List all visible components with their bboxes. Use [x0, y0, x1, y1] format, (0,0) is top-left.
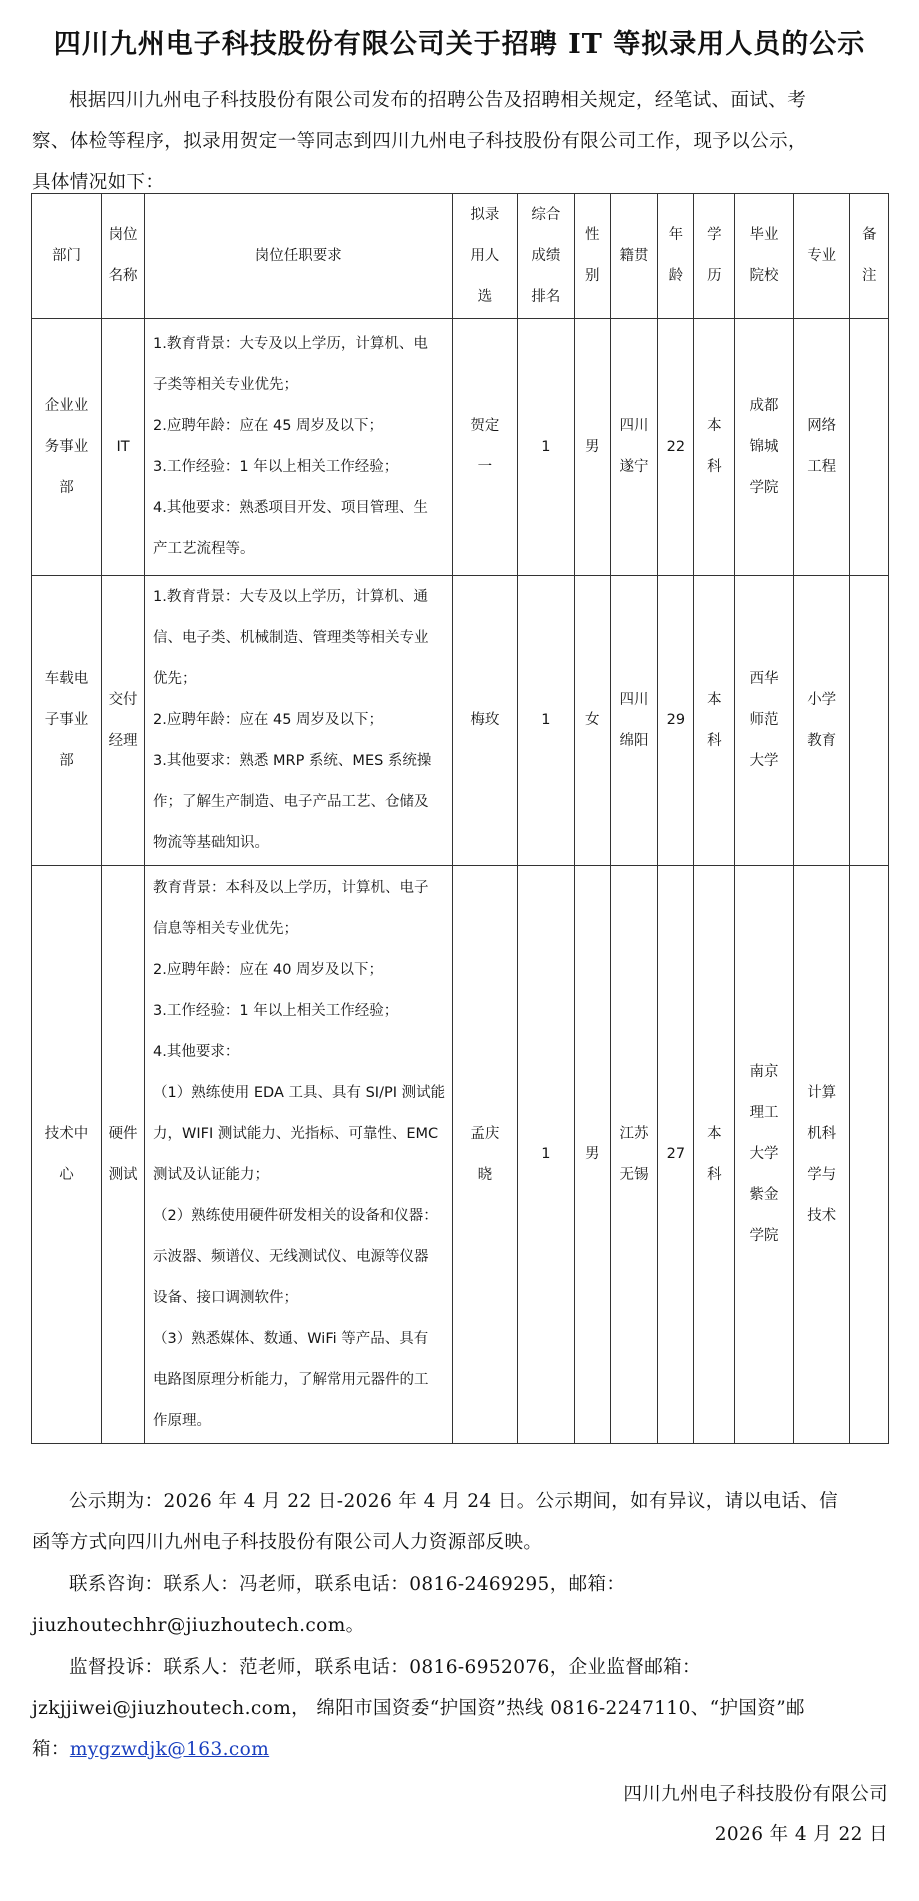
- cell-age: 27: [658, 866, 694, 1444]
- cell-school: 成都 锦城 学院: [735, 319, 794, 576]
- cell-rank: 1: [518, 319, 575, 576]
- cell-remark: [850, 866, 889, 1444]
- notice-line: 函等方式向四川九州电子科技股份有限公司人力资源部反映。: [32, 1532, 543, 1553]
- page-title: 四川九州电子科技股份有限公司关于招聘 IT 等拟录用人员的公示: [53, 29, 866, 60]
- header-age: 年 龄: [658, 194, 694, 319]
- notice-line: 公示期为：2026 年 4 月 22 日-2026 年 4 月 24 日。公示期间，如有异议，请以电话、信: [69, 1491, 839, 1512]
- cell-gender: 男: [574, 866, 610, 1444]
- cell-education: 本 科: [694, 576, 735, 866]
- cell-education: 本 科: [694, 319, 735, 576]
- cell-position: 交付 经理: [102, 576, 145, 866]
- cell-age: 29: [658, 576, 694, 866]
- cell-department: 车载电 子事业 部: [32, 576, 102, 866]
- cell-education: 本 科: [694, 866, 735, 1444]
- cell-requirements: 1.教育背景：大专及以上学历，计算机、通 信、电子类、机械制造、管理类等相关专业 优先； 2.应聘年龄：应在 45 周岁及以下； 3.其他要求：熟悉 MRP 系统、MES 系统操 作；了解生产制造、电子产品工艺、仓储及 物流等基础知识。: [145, 576, 453, 866]
- cell-candidate: 孟庆 晓: [452, 866, 518, 1444]
- contact-line: 联系咨询：联系人：冯老师，联系电话：0816-2469295，邮箱：: [69, 1574, 626, 1595]
- signature-block: [388, 1775, 888, 1855]
- cell-origin: 四川 绵阳: [610, 576, 657, 866]
- cell-rank: 1: [518, 866, 575, 1444]
- cell-gender: 男: [574, 319, 610, 576]
- header-school: 毕业 院校: [735, 194, 794, 319]
- cell-major: 计算 机科 学与 技术: [793, 866, 850, 1444]
- intro-line: 察、体检等程序，拟录用贺定一等同志到四川九州电子科技股份有限公司工作，现予以公示，: [32, 131, 807, 152]
- table-row: [32, 576, 889, 866]
- cell-major: 小学 教育: [793, 576, 850, 866]
- cell-school: 西华 师范 大学: [735, 576, 794, 866]
- notice-period-paragraph: [32, 1481, 888, 1563]
- signature-company: 四川九州电子科技股份有限公司: [623, 1784, 888, 1805]
- cell-age: 22: [658, 319, 694, 576]
- cell-department: 企业业 务事业 部: [32, 319, 102, 576]
- header-major: 专业: [793, 194, 850, 319]
- cell-candidate: 梅玫: [452, 576, 518, 866]
- header-remark: 备 注: [850, 194, 889, 319]
- cell-origin: 四川 遂宁: [610, 319, 657, 576]
- table-row: [32, 866, 889, 1444]
- supervision-line: 监督投诉：联系人：范老师，联系电话：0816-6952076，企业监督邮箱：: [69, 1657, 701, 1678]
- cell-requirements: 教育背景：本科及以上学历，计算机、电子 信息等相关专业优先； 2.应聘年龄：应在 40 周岁及以下； 3.工作经验：1 年以上相关工作经验； 4.其他要求： （1）熟练使用 EDA 工具、具有 SI/PI 测试能 力，WIFI 测试能力、光指标、可靠性、EMC 测试及认证能力； （2）熟练使用硬件研发相关的设备和仪器： 示波器、频谱仪、无线测试仪、电源等仪器 设备、接口调测软件； （3）熟悉媒体、数通、WiFi 等产品、具有 电路图原理分析能力，了解常用元器件的工 作原理。: [145, 866, 453, 1444]
- header-department: 部门: [32, 194, 102, 319]
- header-candidate: 拟录 用人 选: [452, 194, 518, 319]
- candidate-table: [31, 193, 889, 1444]
- header-education: 学 历: [694, 194, 735, 319]
- header-gender: 性 别: [574, 194, 610, 319]
- cell-gender: 女: [574, 576, 610, 866]
- cell-origin: 江苏 无锡: [610, 866, 657, 1444]
- header-origin: 籍贯: [610, 194, 657, 319]
- supervision-email-link[interactable]: mygzwdjk@163.com: [69, 1739, 270, 1760]
- cell-remark: [850, 319, 889, 576]
- cell-department: 技术中 心: [32, 866, 102, 1444]
- cell-requirements: 1.教育背景：大专及以上学历，计算机、电 子类等相关专业优先； 2.应聘年龄：应在 45 周岁及以下； 3.工作经验：1 年以上相关工作经验； 4.其他要求：熟悉项目开发、项目管理、生 产工艺流程等。: [145, 319, 453, 576]
- cell-remark: [850, 576, 889, 866]
- signature-date: 2026 年 4 月 22 日: [714, 1824, 888, 1845]
- table-header-row: [32, 194, 889, 319]
- cell-major: 网络 工程: [793, 319, 850, 576]
- cell-rank: 1: [518, 576, 575, 866]
- intro-line: 根据四川九州电子科技股份有限公司发布的招聘公告及招聘相关规定，经笔试、面试、考: [69, 90, 807, 111]
- intro-paragraph: [32, 80, 888, 203]
- contact-paragraph: [32, 1564, 888, 1646]
- supervision-paragraph: [32, 1647, 888, 1770]
- supervision-mail-prefix: 箱：: [32, 1739, 70, 1760]
- cell-position: 硬件 测试: [102, 866, 145, 1444]
- cell-position: IT: [102, 319, 145, 576]
- supervision-line: [32, 1729, 888, 1770]
- table-row: [32, 319, 889, 576]
- supervision-line: jzkjjiwei@jiuzhoutech.com， 绵阳市国资委“护国资”热线 0816-2247110、“护国资”邮: [32, 1698, 805, 1719]
- header-position: 岗位 名称: [102, 194, 145, 319]
- intro-line: 具体情况如下：: [32, 172, 165, 193]
- cell-school: 南京 理工 大学 紫金 学院: [735, 866, 794, 1444]
- cell-candidate: 贺定 一: [452, 319, 518, 576]
- header-rank: 综合 成绩 排名: [518, 194, 575, 319]
- contact-email: jiuzhoutechhr@jiuzhoutech.com。: [32, 1615, 365, 1636]
- header-requirements: 岗位任职要求: [145, 194, 453, 319]
